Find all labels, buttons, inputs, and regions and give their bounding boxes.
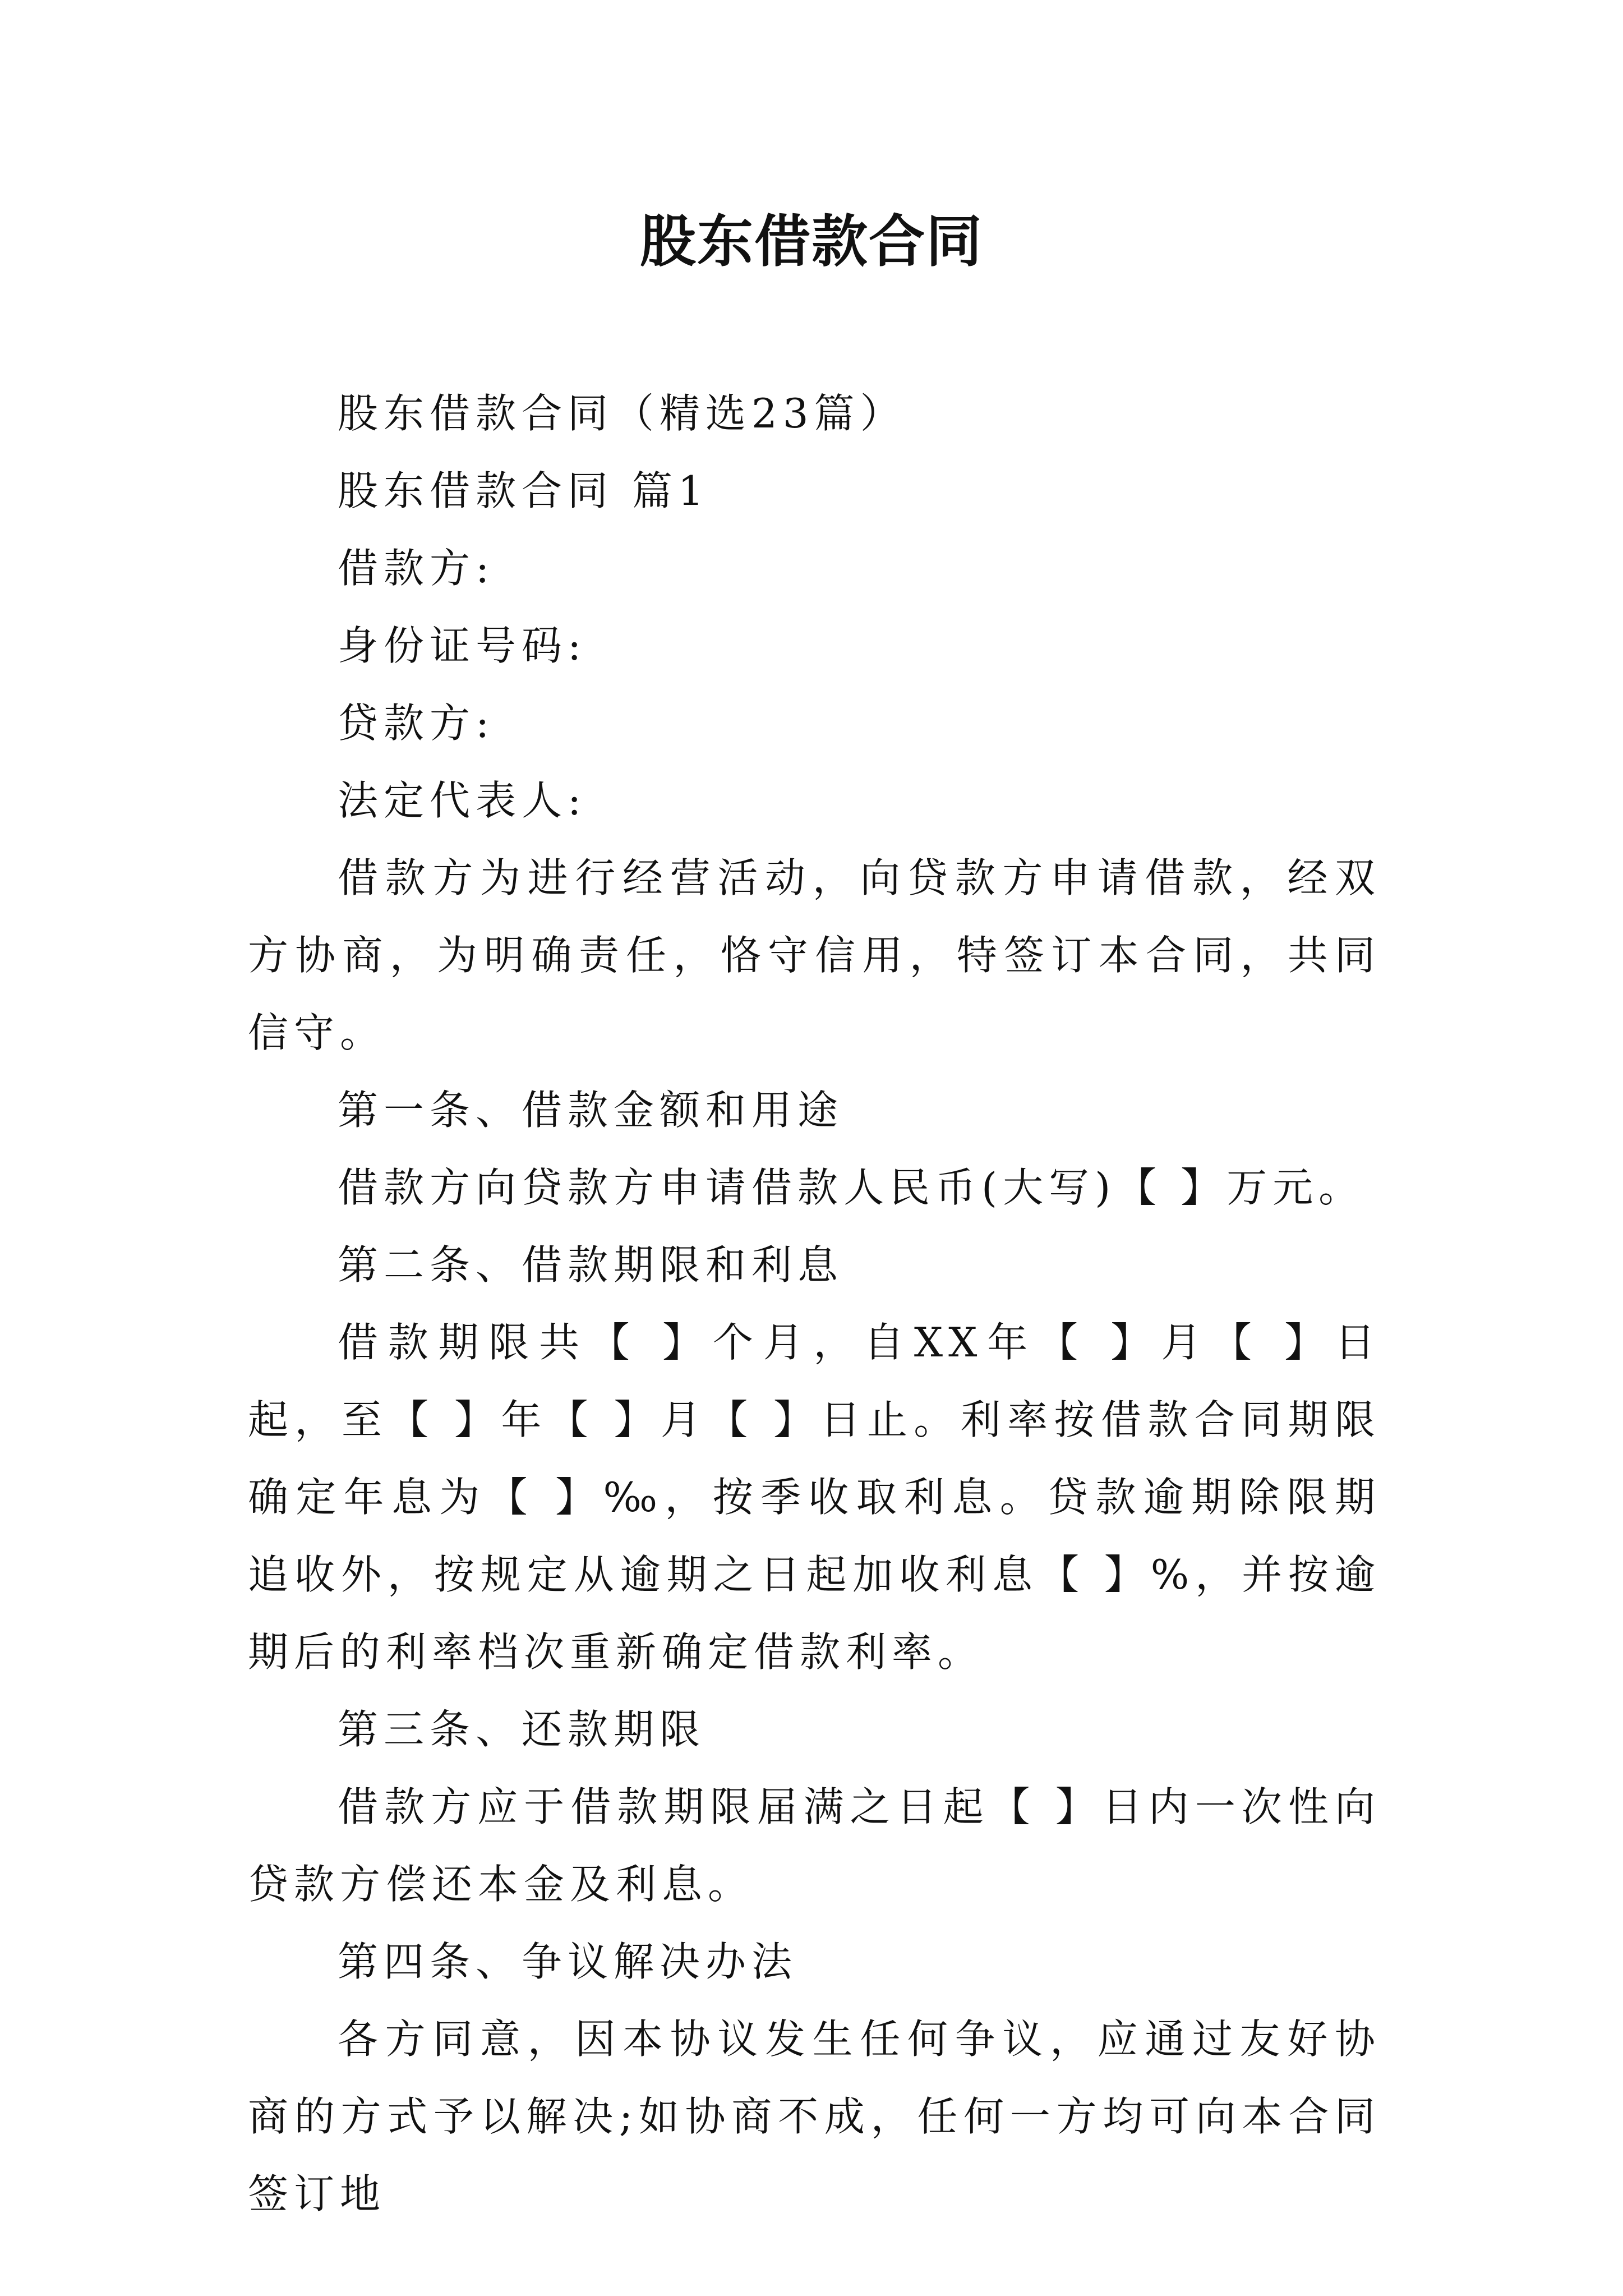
paragraph-id-number: 身份证号码: — [338, 622, 587, 669]
paragraph-subtitle: 股东借款合同（精选23篇） — [338, 390, 906, 437]
document-title: 股东借款合同 — [640, 208, 983, 274]
document-body — [248, 375, 1381, 2233]
paragraph-article-3-heading: 第三条、还款期限 — [338, 1706, 706, 1753]
paragraph-article-1-body: 借款方向贷款方申请借款人民币(大写)【 】万元。 — [338, 1164, 1365, 1211]
paragraph-lender: 贷款方: — [338, 700, 495, 747]
paragraph-article-2-heading: 第二条、借款期限和利息 — [338, 1241, 844, 1289]
paragraph-article-4-body: 各方同意，因本协议发生任何争议，应通过友好协商的方式予以解决;如协商不成，任何一方均可向本合同签订地 — [248, 2016, 1381, 2217]
paragraph-article-4-heading: 第四条、争议解决办法 — [338, 1938, 798, 1985]
paragraph-article-3-body: 借款方应于借款期限届满之日起【 】日内一次性向贷款方偿还本金及利息。 — [248, 1783, 1381, 1908]
paragraph-legal-representative: 法定代表人: — [338, 777, 587, 824]
paragraph-borrower: 借款方: — [338, 545, 495, 592]
paragraph-preamble: 借款方为进行经营活动，向贷款方申请借款，经双方协商，为明确责任，恪守信用，特签订本合同，共同信守。 — [248, 854, 1381, 1056]
paragraph-section-heading: 股东借款合同 篇1 — [338, 467, 709, 514]
paragraph-article-2-body: 借款期限共【 】个月，自XX年【 】月【 】日起，至【 】年【 】月【 】日止。利率按借款合同期限确定年息为【 】‰，按季收取利息。贷款逾期除限期追收外，按规定从逾期之日起加收利息【 】%，并按逾期后的利率档次重新确定借款利率。 — [248, 1319, 1381, 1676]
paragraph-article-1-heading: 第一条、借款金额和用途 — [338, 1087, 844, 1134]
